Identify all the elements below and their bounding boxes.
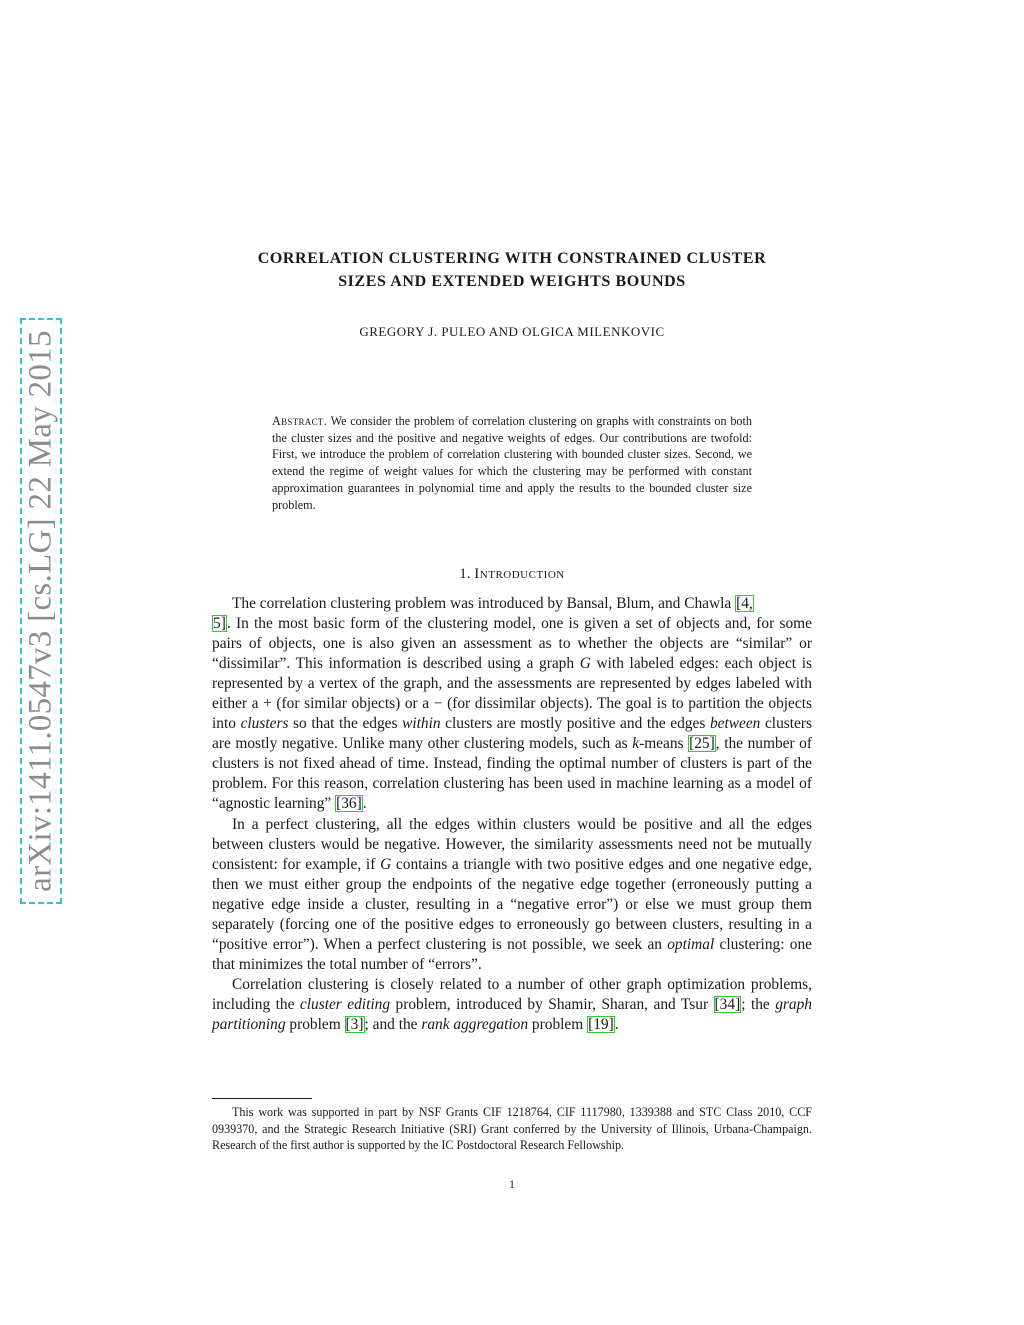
footnote-divider bbox=[212, 1098, 312, 1099]
footnote: This work was supported in part by NSF Grants CIF 1218764, CIF 1117980, 1339388 and STC Class 2010, CCF 0939370, and the Strategic Research Initiative (SRI) Grant conferred by the University of Illinois, Urbana-Champaign. Research of the first author is supported by the IC Postdoctoral Research Fellowship. bbox=[212, 1105, 812, 1153]
emphasis: cluster editing bbox=[299, 995, 391, 1013]
citation-link[interactable]: [36] bbox=[336, 795, 362, 813]
title-line-1: CORRELATION CLUSTERING WITH CONSTRAINED CLUSTER bbox=[257, 250, 767, 267]
math-var: G bbox=[380, 855, 392, 873]
emphasis: graph partitioning bbox=[212, 995, 813, 1033]
page-number: 1 bbox=[509, 1177, 515, 1191]
section-heading bbox=[180, 566, 844, 583]
text-run: . bbox=[362, 795, 367, 813]
emphasis: between bbox=[709, 715, 761, 733]
text-run: so that the edges bbox=[288, 715, 403, 733]
text-run: problem bbox=[528, 1015, 588, 1033]
text-run: . In the most basic form of the clustering model, one is given a set of objects and, for some pairs of objects, one is also given an assessment as to whether the objects are “similar” or “dissimilar”. This information is described using a graph bbox=[212, 615, 812, 673]
citation-link[interactable]: 5] bbox=[213, 615, 226, 633]
abstract-label: Abstract. bbox=[272, 414, 328, 428]
emphasis: rank aggregation bbox=[421, 1015, 529, 1033]
paragraph-2 bbox=[212, 815, 812, 975]
text-run: with labeled edges: each object is represented by a vertex of the graph, and the assessments are represented by edges labeled with either a + (for similar objects) or a − (for dissimilar objects). The goal is to partition the objects into bbox=[212, 655, 813, 733]
emphasis: within bbox=[402, 715, 441, 733]
text-run: clusters are mostly positive and the edges bbox=[440, 715, 710, 733]
text-run: clustering: one that minimizes the total number of “errors”. bbox=[212, 935, 812, 973]
paragraph-3 bbox=[212, 975, 812, 1035]
math-var: k bbox=[632, 735, 640, 753]
text-run: . bbox=[614, 1015, 619, 1033]
emphasis: optimal bbox=[667, 935, 715, 953]
citation-link[interactable]: [19] bbox=[588, 1015, 614, 1033]
text-run: ; and the bbox=[364, 1015, 422, 1033]
text-run: clusters are mostly negative. Unlike many other clustering models, such as bbox=[212, 715, 812, 753]
text-run: contains a triangle with two positive edges and one negative edge, then we must either group the endpoints of the negative edge together (erroneously putting a negative edge inside a cluster, resulting in a “negative error”) or else we must group them separately (forcing one of the positive edges to erroneously go between clusters, resulting in a “positive error”). When a perfect clustering is not possible, we seek an bbox=[212, 855, 812, 953]
text-run: , the number of clusters is not fixed ahead of time. Instead, finding the optimal number of clusters is part of the problem. For this reason, correlation clustering has been used in machine learning as a model of “agnostic learning” bbox=[212, 735, 812, 813]
abstract-text: We consider the problem of correlation clustering on graphs with constraints on both the cluster sizes and the positive and negative weights of edges. Our contributions are twofold: First, we introduce the problem of correlation clustering with bounded cluster sizes. Second, we extend the regime of weight values for which the clustering may be performed with constant approximation guarantees in polynomial time and apply the results to the bounded cluster size problem. bbox=[272, 414, 753, 512]
text-run: The correlation clustering problem was introduced by Bansal, Blum, and Chawla bbox=[232, 595, 736, 612]
title-line-2: SIZES AND EXTENDED WEIGHTS BOUNDS bbox=[338, 273, 686, 290]
emphasis: clusters bbox=[240, 715, 289, 733]
text-run: ; the bbox=[741, 995, 776, 1013]
arxiv-identifier[interactable]: arXiv:1411.0547v3 [cs.LG] 22 May 2015 bbox=[22, 330, 59, 892]
citation-link[interactable]: [4, bbox=[736, 595, 753, 612]
text-run: -means bbox=[639, 735, 689, 753]
paragraph-1 bbox=[212, 594, 812, 815]
body-text bbox=[212, 594, 812, 1035]
text-run: problem, introduced by Shamir, Sharan, and Tsur bbox=[390, 995, 714, 1013]
text-run: problem bbox=[285, 1015, 345, 1033]
math-var: G bbox=[579, 655, 591, 673]
citation-link[interactable]: [25] bbox=[689, 735, 715, 753]
arxiv-stamp[interactable] bbox=[20, 318, 62, 904]
citation-link[interactable]: [34] bbox=[714, 995, 741, 1013]
text-run: Correlation clustering is closely related to a number of other graph optimization problems, including the bbox=[212, 975, 812, 1013]
section-title: Introduction bbox=[474, 566, 565, 582]
citation-link[interactable]: [3] bbox=[345, 1015, 364, 1033]
text-run: In a perfect clustering, all the edges within clusters would be positive and all the edges between clusters would be negative. However, the similarity assessments need not be mutually consistent: for example, if bbox=[212, 815, 812, 873]
paper-title bbox=[180, 247, 844, 293]
section-number: 1. bbox=[459, 566, 471, 582]
abstract bbox=[272, 413, 752, 513]
author-list: GREGORY J. PULEO AND OLGICA MILENKOVIC bbox=[359, 324, 665, 339]
